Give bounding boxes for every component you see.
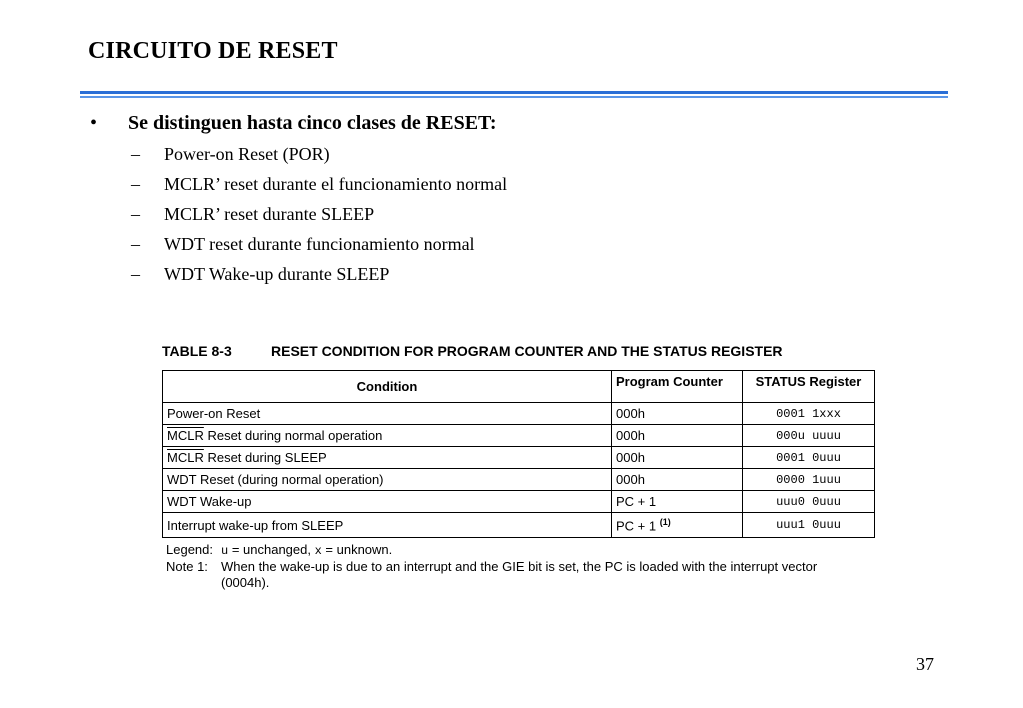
- table-legend: [166, 542, 861, 591]
- title-underline-thin: [80, 96, 948, 98]
- condition-text: Reset during SLEEP: [203, 450, 327, 465]
- legend-u-code: u: [221, 544, 229, 558]
- sub-item-text: Power-on Reset (POR): [164, 144, 330, 164]
- condition-text: WDT Wake-up: [167, 494, 252, 509]
- table-row: [163, 425, 875, 447]
- status-cell: 0001 1xxx: [743, 403, 875, 425]
- sub-item: [131, 174, 507, 195]
- pc-cell: [612, 425, 743, 447]
- pc-cell: [612, 469, 743, 491]
- condition-cell: [163, 403, 612, 425]
- dash-icon: –: [131, 204, 140, 224]
- pc-text: PC + 1: [616, 518, 657, 534]
- table-caption-text: RESET CONDITION FOR PROGRAM COUNTER AND THE STATUS REGISTER: [271, 343, 783, 359]
- condition-text: Power-on Reset: [167, 406, 261, 421]
- bullet-dot-icon: •: [90, 112, 98, 134]
- condition-cell: [163, 447, 612, 469]
- table-row: [163, 447, 875, 469]
- slide-title: CIRCUITO DE RESET: [88, 38, 338, 64]
- pc-cell: [612, 447, 743, 469]
- table-number: TABLE 8-3: [162, 343, 232, 359]
- status-cell: uuu1 0uuu: [743, 513, 875, 538]
- header-condition: Condition: [163, 371, 612, 403]
- pc-text: 000h: [616, 450, 645, 465]
- note-row: [166, 559, 861, 591]
- condition-text: Interrupt wake-up from SLEEP: [167, 517, 344, 533]
- legend-x-text: = unknown.: [321, 542, 393, 557]
- pc-cell: [612, 403, 743, 425]
- pc-cell: [612, 491, 743, 513]
- overline-signal: MCLR: [167, 450, 204, 465]
- legend-row: [166, 542, 861, 559]
- dash-icon: –: [131, 174, 140, 194]
- table-row: [163, 491, 875, 513]
- condition-text: WDT Reset (during normal operation): [167, 472, 384, 487]
- sub-item-text: MCLR’ reset durante el funcionamiento normal: [164, 174, 508, 194]
- table-row: [163, 469, 875, 491]
- header-program-counter: Program Counter: [612, 371, 743, 403]
- page-number: 37: [916, 654, 934, 674]
- legend-label: Legend:: [166, 542, 213, 557]
- sub-item: [131, 144, 330, 165]
- condition-cell: [163, 513, 612, 538]
- pc-cell: [612, 513, 743, 538]
- main-bullet-text: Se distinguen hasta cinco clases de RESET:: [128, 112, 497, 134]
- condition-cell: [163, 469, 612, 491]
- table-row: [163, 403, 875, 425]
- footnote-marker: (1): [659, 516, 671, 527]
- status-cell: 000u uuuu: [743, 425, 875, 447]
- status-cell: uuu0 0uuu: [743, 491, 875, 513]
- pc-text: PC + 1: [616, 494, 657, 509]
- header-status-register: STATUS Register: [743, 371, 875, 403]
- dash-icon: –: [131, 264, 140, 284]
- table-header-row: [163, 371, 875, 403]
- note-label: Note 1:: [166, 559, 208, 574]
- dash-icon: –: [131, 234, 140, 254]
- sub-item-text: WDT Wake-up durante SLEEP: [164, 264, 390, 284]
- reset-condition-table: [162, 370, 875, 538]
- legend-x-code: x: [314, 544, 322, 558]
- legend-text: [221, 542, 392, 559]
- condition-text: Reset during normal operation: [203, 428, 383, 443]
- sub-item: [131, 204, 374, 225]
- pc-text: 000h: [616, 406, 645, 421]
- sub-item-text: MCLR’ reset durante SLEEP: [164, 204, 375, 224]
- status-cell: 0000 1uuu: [743, 469, 875, 491]
- condition-cell: [163, 425, 612, 447]
- condition-cell: [163, 491, 612, 513]
- pc-text: 000h: [616, 472, 645, 487]
- table-row: [163, 513, 875, 538]
- status-cell: 0001 0uuu: [743, 447, 875, 469]
- legend-u-text: = unchanged,: [228, 542, 315, 557]
- table-caption: [162, 343, 783, 359]
- title-underline-thick: [80, 91, 948, 94]
- note-text: When the wake-up is due to an interrupt and the GIE bit is set, the PC is loaded with the interrupt vector (0004h).: [221, 559, 818, 590]
- pc-text: 000h: [616, 428, 645, 443]
- overline-signal: MCLR: [167, 428, 204, 443]
- sub-item: [131, 264, 389, 285]
- main-bullet: [90, 112, 497, 135]
- dash-icon: –: [131, 144, 140, 164]
- sub-item: [131, 234, 475, 255]
- sub-item-text: WDT reset durante funcionamiento normal: [164, 234, 475, 254]
